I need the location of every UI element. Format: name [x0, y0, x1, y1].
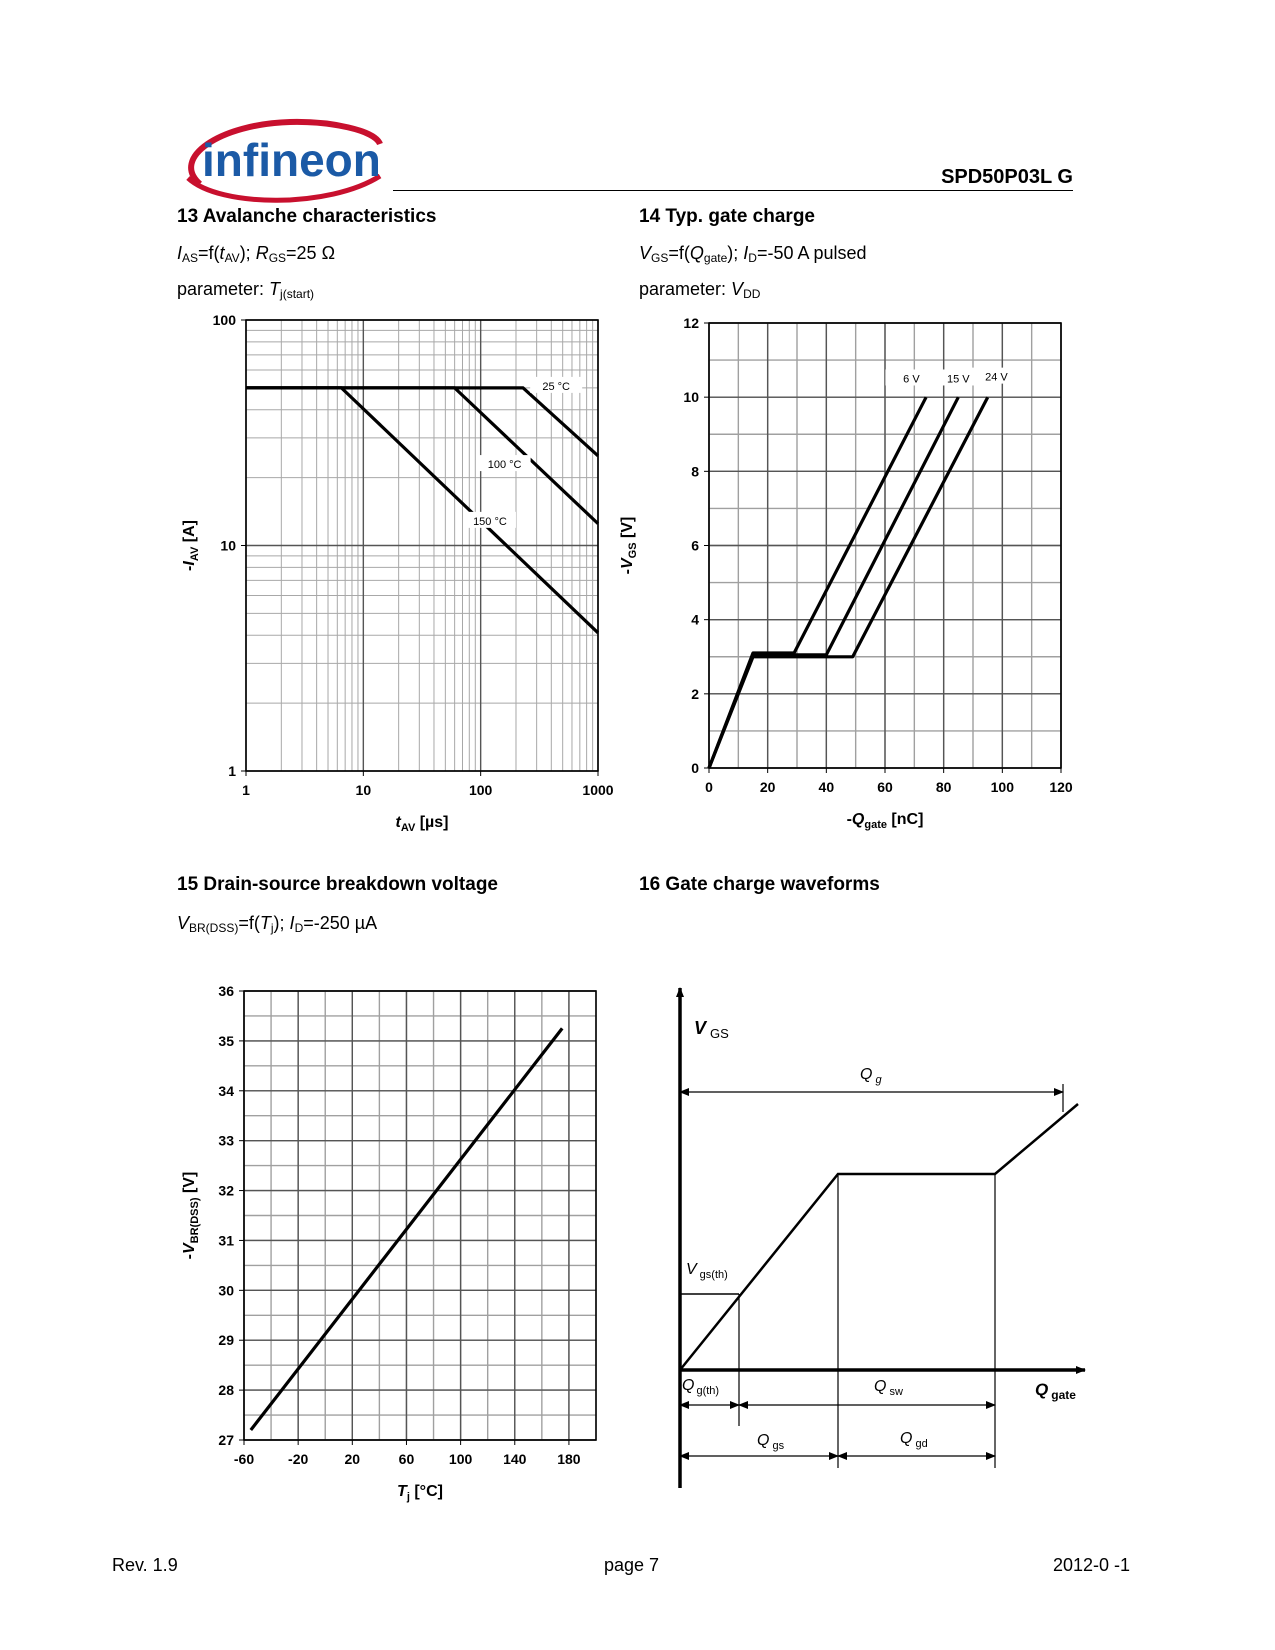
header-rule [393, 190, 1073, 191]
series-line-3 [246, 388, 598, 633]
series-line-1 [246, 388, 598, 456]
y-tick-label: 100 [212, 312, 236, 328]
x-tick-label: 100 [448, 1451, 473, 1467]
x-tick-label: -60 [233, 1451, 255, 1467]
x-axis-label-symbol: T [397, 1483, 407, 1500]
section-15-title: 15 Drain-source breakdown voltage [177, 874, 498, 895]
y-tick-label: 28 [218, 1382, 234, 1399]
infineon-logo [180, 118, 390, 204]
section-14-parameter: parameter: $V_{DD}$ [639, 279, 761, 301]
y-axis-label-prefix: - [619, 569, 636, 575]
y-tick-label: 32 [218, 1182, 234, 1199]
y-tick-label: 35 [218, 1032, 234, 1049]
y-axis-label-symbol: V [619, 558, 636, 570]
y-axis-label-unit: [V] [619, 516, 636, 543]
vgs-waveform [680, 1104, 1078, 1370]
x-axis-label-prefix: - [846, 811, 852, 828]
vgs-label: V $_{GS}$ [694, 1018, 729, 1041]
breakdown-voltage-chart [170, 985, 640, 1515]
y-axis-label-subscript: BR(DSS) [189, 1197, 201, 1244]
y-tick-label: 29 [218, 1332, 234, 1349]
series-label-2: 15 V [947, 373, 970, 386]
x-axis-label-symbol: Q [851, 811, 865, 828]
y-tick-label: 8 [691, 463, 699, 480]
x-tick-label: 120 [1049, 779, 1073, 795]
y-tick-label: 2 [691, 685, 699, 702]
x-tick-label: 20 [759, 779, 776, 795]
qgd-label: Q $_{gd}$ [900, 1430, 928, 1450]
qgs-label: Q $_{gs}$ [757, 1432, 785, 1452]
y-tick-label: 34 [218, 1082, 234, 1099]
footer-page-number: page 7 [604, 1555, 660, 1575]
x-tick-label: 0 [705, 779, 713, 795]
series-label-1: 25 °C [542, 380, 570, 393]
y-tick-label: 4 [691, 611, 699, 628]
x-tick-label: 80 [935, 779, 952, 795]
section-13-formula: $I_{AS}=f(t_{AV})$; $R_{GS}=25$ Ω [177, 243, 336, 265]
section-13-title: 13 Avalanche characteristics [177, 206, 437, 227]
y-axis-label-symbol: I [181, 561, 198, 566]
svg-text:infineon: infineon [202, 134, 381, 186]
x-axis-label [395, 814, 448, 834]
qg-label: Q $_g$ [860, 1066, 882, 1086]
x-tick-label: 140 [503, 1451, 527, 1467]
avalanche-chart [170, 312, 640, 850]
x-tick-label: 1 [242, 782, 250, 798]
y-tick-label: 6 [691, 537, 699, 554]
y-axis-label-prefix: - [181, 565, 198, 571]
x-tick-label: 100 [990, 779, 1015, 795]
x-tick-label: 1000 [582, 782, 614, 798]
y-axis-label [181, 520, 201, 571]
x-tick-label: 180 [557, 1451, 581, 1467]
qgth-label: Q $_{g(th)}$ [682, 1377, 720, 1397]
x-axis-label-subscript: AV [400, 822, 416, 834]
footer-date: 2012-0 -1 [1053, 1555, 1131, 1575]
y-tick-label: 33 [218, 1132, 234, 1149]
y-axis-label-subscript: GS [627, 542, 639, 559]
qgate-label: Q $_{gate}$ [1035, 1380, 1076, 1402]
y-tick-label: 0 [691, 760, 699, 776]
x-tick-label: 10 [355, 782, 372, 798]
section-14-formula: $V_{GS}=f(Q_{gate})$; $I_D=-50$ A pulsed [639, 243, 867, 265]
x-axis-label [847, 811, 924, 831]
x-tick-label: 100 [468, 782, 493, 798]
y-axis-label-symbol: V [181, 1243, 198, 1254]
x-axis-label-unit: [µs] [415, 814, 449, 831]
y-tick-label: 10 [683, 389, 699, 406]
vgsth-label: V $_{gs(th)}$ [686, 1261, 728, 1281]
section-15-formula: $V_{BR(DSS)}=f(T_j)$; $I_D=-250$ µA [177, 913, 378, 935]
footer-revision: Rev. 1.9 [112, 1555, 178, 1575]
section-13-parameter: parameter: $T_{j(start)}$ [177, 279, 315, 301]
gate-charge-chart [619, 315, 1110, 850]
series-label-3: 150 °C [473, 515, 507, 528]
y-tick-label: 31 [218, 1232, 234, 1249]
grid [709, 323, 1061, 768]
x-axis-label [397, 1483, 443, 1503]
x-tick-label: -20 [288, 1451, 309, 1467]
y-tick-label: 27 [218, 1432, 234, 1448]
y-axis-label-subscript: AV [189, 546, 201, 562]
x-tick-label: 60 [877, 779, 893, 795]
y-tick-label: 30 [218, 1282, 234, 1299]
x-tick-label: 60 [398, 1451, 415, 1467]
y-axis-label [181, 1172, 201, 1260]
series-label-3: 24 V [985, 371, 1008, 384]
series-label-2: 100 °C [487, 459, 522, 472]
part-number: SPD50P03L G [941, 166, 1073, 188]
y-tick-label: 1 [228, 763, 236, 779]
section-16-title: 16 Gate charge waveforms [639, 874, 880, 895]
y-tick-label: 12 [683, 315, 699, 331]
qsw-label: Q $_{sw}$ [874, 1378, 903, 1398]
x-axis-label-unit: [°C] [409, 1483, 443, 1500]
gate-charge-waveform-diagram [660, 980, 1100, 1500]
y-axis-label-unit: [V] [181, 1171, 198, 1198]
y-axis-label-unit: [A] [181, 520, 198, 547]
series-label-1: 6 V [903, 373, 920, 386]
y-tick-label: 36 [218, 983, 234, 999]
section-14-title: 14 Typ. gate charge [639, 206, 815, 227]
x-axis-label-unit: [nC] [886, 811, 924, 828]
x-tick-label: 40 [818, 779, 835, 795]
y-tick-label: 10 [220, 537, 236, 554]
x-tick-label: 20 [344, 1451, 361, 1467]
x-axis-label-subscript: gate [864, 819, 887, 831]
x-axis-label-symbol: t [395, 814, 401, 831]
y-axis-label-prefix: - [181, 1253, 198, 1260]
x-axis-label-subscript: j [406, 1491, 410, 1503]
